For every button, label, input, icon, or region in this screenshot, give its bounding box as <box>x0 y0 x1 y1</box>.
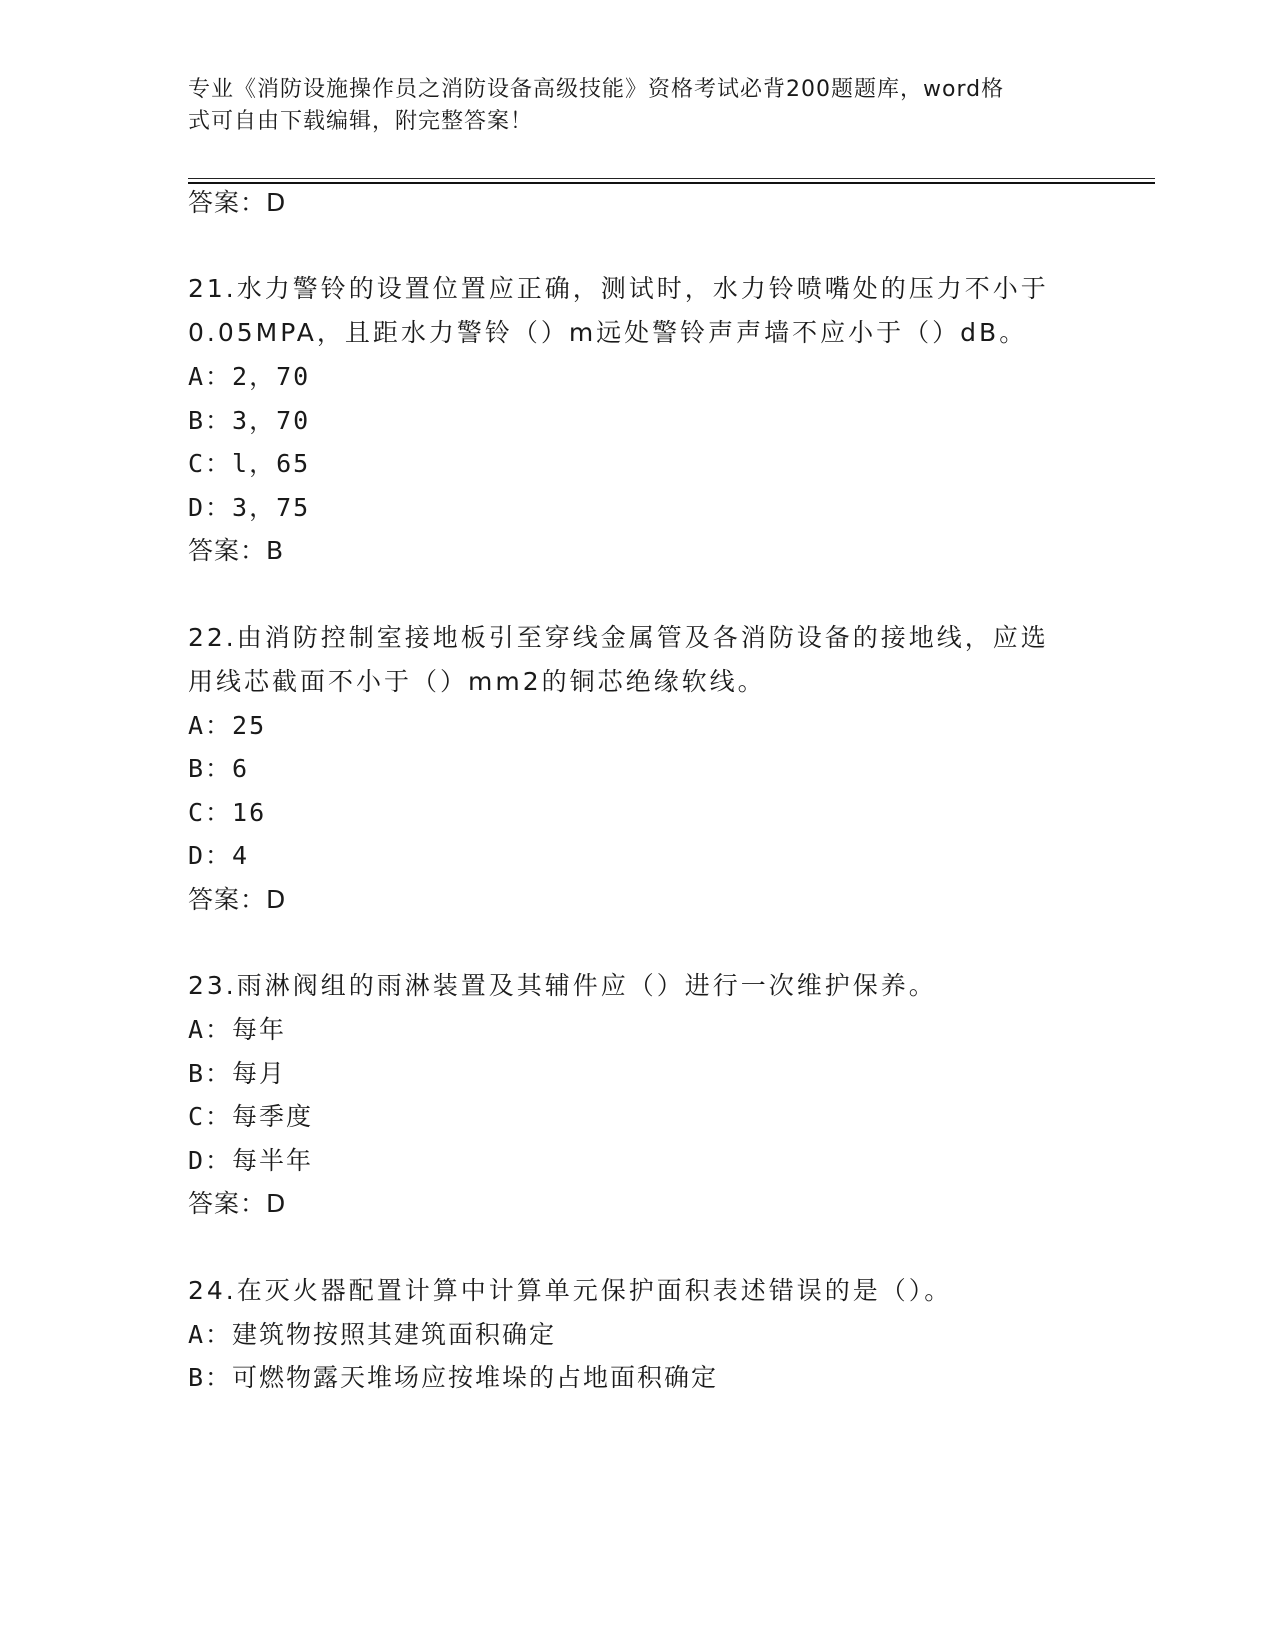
header-divider-thick <box>188 182 1155 184</box>
question-23-option-c: C：每季度 <box>188 1102 314 1131</box>
previous-answer: 答案：D <box>188 188 287 217</box>
question-23-option-d: D：每半年 <box>188 1146 314 1175</box>
question-22-option-c: C：16 <box>188 798 267 827</box>
question-21-text-line-2: 0.05MPA，且距水力警铃（）m远处警铃声声墙不应小于（）dB。 <box>188 318 1028 347</box>
question-21-option-a: A：2，70 <box>188 362 311 391</box>
header-divider-thin <box>188 178 1155 179</box>
question-23-text: 23.雨淋阀组的雨淋装置及其辅件应（）进行一次维护保养。 <box>188 971 937 1000</box>
question-22-option-a: A：25 <box>188 711 267 740</box>
question-21-option-b: B：3，70 <box>188 406 311 435</box>
question-22-text-line-2: 用线芯截面不小于（）mm2的铜芯绝缘软线。 <box>188 667 766 696</box>
question-21-option-c: C：l，65 <box>188 449 311 478</box>
question-21-answer: 答案：B <box>188 536 285 565</box>
question-22-option-d: D：4 <box>188 841 250 870</box>
document-header <box>188 74 1088 138</box>
question-22-text-line-1: 22.由消防控制室接地板引至穿线金属管及各消防设备的接地线，应选 <box>188 623 1049 652</box>
question-23-option-a: A：每年 <box>188 1015 287 1044</box>
question-22-answer: 答案：D <box>188 885 287 914</box>
question-22-option-b: B：6 <box>188 754 250 783</box>
question-24-option-a: A：建筑物按照其建筑面积确定 <box>188 1320 557 1349</box>
question-21-text-line-1: 21.水力警铃的设置位置应正确，测试时，水力铃喷嘴处的压力不小于 <box>188 274 1049 303</box>
question-21-option-d: D：3，75 <box>188 493 311 522</box>
question-23-answer: 答案：D <box>188 1189 287 1218</box>
question-24-text: 24.在灭火器配置计算中计算单元保护面积表述错误的是（）。 <box>188 1276 953 1305</box>
question-24-option-b: B：可燃物露天堆场应按堆垛的占地面积确定 <box>188 1363 719 1392</box>
header-line-1: 专业《消防设施操作员之消防设备高级技能》资格考试必背200题题库，word格 <box>188 77 1005 102</box>
question-23-option-b: B：每月 <box>188 1059 287 1088</box>
header-line-2: 式可自由下载编辑，附完整答案！ <box>188 109 534 134</box>
